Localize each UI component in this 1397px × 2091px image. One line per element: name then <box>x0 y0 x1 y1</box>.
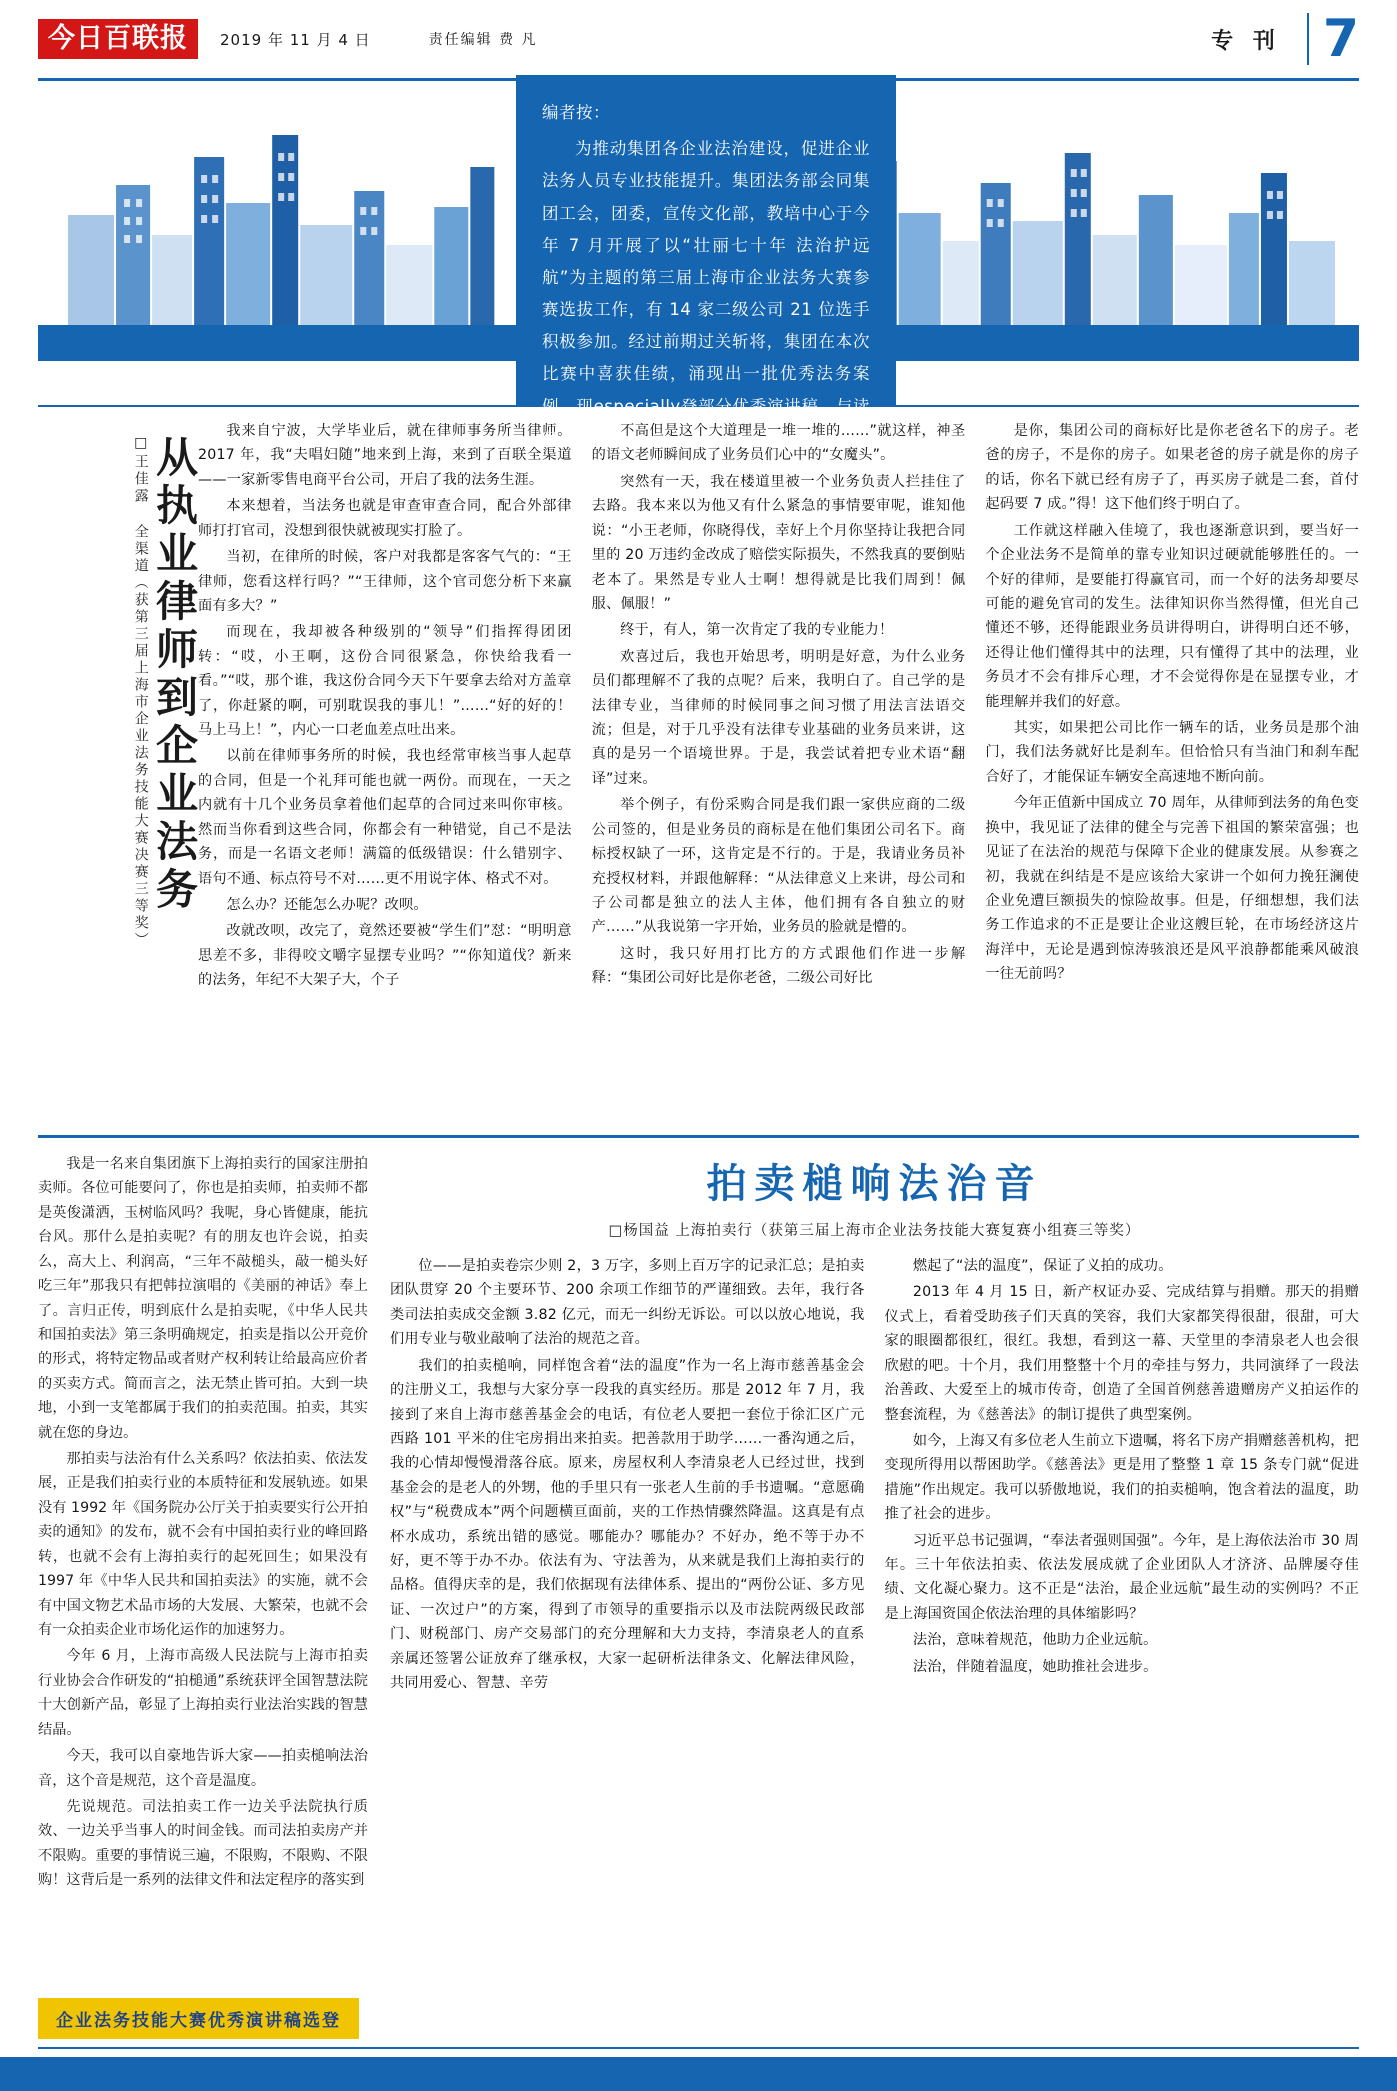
article-one-columns <box>198 419 1359 1119</box>
article-two-body <box>390 1152 1359 1895</box>
paragraph: 怎么办？还能怎么办呢？改呗。 <box>226 897 428 914</box>
newspaper-logo: 今日百联报 <box>38 19 198 59</box>
article-two-columns <box>390 1254 1359 1698</box>
publication-date: 2019 年 11 月 4 日 <box>220 30 371 49</box>
paragraph: 终于，有人，第一次肯定了我的专业能力！ <box>620 622 894 639</box>
article-two-title: 拍卖槌响法治音 <box>706 1160 1043 1207</box>
article-two-column <box>390 1254 865 1698</box>
paragraph: 燃起了“法的温度”，保证了义拍的成功。 <box>912 1258 1173 1274</box>
paragraph: 当初，在律所的时候，客户对我都是客客气气的：“王律师，您看这样行吗？”“王律师，这个官司您分析下来赢面有多大？” <box>198 549 572 614</box>
article-two-column <box>885 1254 1360 1698</box>
paragraph: 本来想着，当法务也就是审查审查合同，配合外部律师打打官司，没想到很快就被现实打脸了。 <box>198 498 572 539</box>
paragraph: 位——是拍卖卷宗少则 2，3 万字，多则上百万字的记录汇总；是拍卖团队贯穿 20 个主要环节、200 余项工作细节的严谨细致。去年，我行各类司法拍卖成交金额 3.82 亿元，而无一纠纷无诉讼。可以以放心地说，我们用专业与敬业敲响了法治的规范之音。 <box>390 1258 865 1348</box>
responsible-editor: 责任编辑 费 凡 <box>428 32 538 48</box>
masthead-right <box>1211 9 1359 69</box>
article-one-column <box>592 419 966 1119</box>
article-one-headline-area <box>38 419 198 1119</box>
paragraph: 是你，集团公司的商标好比是你老爸名下的房子。老爸的房子，不是你的房子。如果老爸的房子就是你的房子的话，你名下就已经有房子了，再买房子就是二套，首付起码要 7 成。”得！这下他们终于明白了。 <box>985 423 1360 513</box>
paragraph: 先说规范。司法拍卖工作一边关乎法院执行质效、一边关乎当事人的时间金钱。而司法拍卖房产并不限购。重要的事情说三遍，不限购，不限购、不限购！这背后是一系列的法律文件和法定程序的落实到 <box>38 1798 368 1889</box>
paragraph: 这时，我只好用打比方的方式跟他们作进一步解释：“集团公司好比是你老爸，二级公司好比 <box>591 945 966 987</box>
paragraph: 我是一名来自集团旗下上海拍卖行的国家注册拍卖师。各位可能要问了，你也是拍卖师，拍卖师不都是英俊潇洒，玉树临风吗？我呢，身心皆健康，能抗台风。那什么是拍卖呢？有的朋友也许会说，拍卖么，高大上、利润高，“三年不敲槌头，敲一槌头好吃三年”那我只有把韩拉演唱的《美丽的神话》奉上了。言归正传，明到底什么是拍卖呢，《中华人民共和国拍卖法》第三条明确规定，拍卖是指以公开竞价的形式，将特定物品或者财产权利转让给最高应价者的买卖方式。简而言之，法无禁止皆可拍。大到一块地，小到一支笔都属于我们的拍卖范围。拍卖，其实就在您的身边。 <box>38 1156 368 1441</box>
paragraph: 不高但是这个大道理是一堆一堆的……”就这样，神圣的语文老师瞬间成了业务员们心中的“女魔头”。 <box>591 423 966 464</box>
paragraph: 我来自宁波，大学毕业后，就在律师事务所当律师。2017 年，我“夫唱妇随”地来到上海，来到了百联全渠道——一家新零售电商平台公司，开启了我的法务生涯。 <box>198 423 572 488</box>
editor-note-body: 为推动集团各企业法治建设，促进企业法务人员专业技能提升。集团法务部会同集团工会，团委，宣传文化部，教培中心于今年 7 月开展了以“壮丽七十年 法治护远航”为主题的第三届上海市企业法务大赛参赛选拔工作，有 14 家二级公司 21 位选手积极参加。经过前期过关斩将，集团在本次比赛中喜获佳绩，涌现出一批优秀法务案例。现especially登部分优秀演讲稿，与读者分享交流。 <box>542 139 870 448</box>
paragraph: 改就改呗，改完了，竟然还要被“学生们”怼：“明明意思差不多，非得咬文嚼字显摆专业吗？”“你知道伐？新来的法务，年纪不大架子大，个子 <box>198 923 572 989</box>
paragraph: 法治，意味着规范，他助力企业远航。 <box>912 1632 1158 1649</box>
article-two <box>38 1152 1359 1895</box>
paragraph: 法治，伴随着温度，她助推社会进步。 <box>912 1658 1158 1675</box>
paragraph: 习近平总书记强调，“奉法者强则国强”。今年，是上海依法治市 30 周年。三十年依法拍卖、依法发展成就了企业团队人才济济、品牌屡夺佳绩、文化凝心聚力。这不正是“法治，最企业远航”最生动的实例吗？不正是上海国资国企依法治理的具体缩影吗？ <box>884 1532 1359 1622</box>
article-one <box>38 419 1359 1119</box>
paragraph: 那拍卖与法治有什么关系吗？依法拍卖、依法发展，正是我们拍卖行业的本质特征和发展轨迹。如果没有 1992 年《国务院办公厅关于拍卖要实行公开拍卖的通知》的发布，就不会有中国拍卖行业的峰回路转，也就不会有上海拍卖行的起死回生；如果没有 1997 年《中华人民共和国拍卖法》的实施，就不会有中国文物艺术品市场的大发展、大繁荣，也就不会有一众拍卖企业市场化运作的加速努力。 <box>38 1451 368 1639</box>
paragraph: 我们的拍卖槌响，同样饱含着“法的温度”作为一名上海市慈善基金会的注册义工，我想与大家分享一段我的真实经历。那是 2012 年 7 月，我接到了来自上海市慈善基金会的电话，有位老人要把一套位于徐汇区广元西路 101 平米的住宅房捐出来拍卖。把善款用于助学……一番沟通之后，我的心情却慢慢滑落谷底。原来，房屋权利人李清泉老人已经过世，找到基金会的是老人的外甥，他的手里只有一张老人生前的手书遗嘱。“意愿确权”与“税费成本”两个问题横亘面前，夹的工作热情骤然降温。这真是有点杯水成功，系统出错的感觉。哪能办？哪能办？不好办，绝不等于办不好，更不等于办不办。依法有为、守法善为，从来就是我们上海拍卖行的品格。值得庆幸的是，我们依据现有法律体系、提出的“两份公证、多方见证、一次过户”的方案，得到了市领导的重要指示以及市法院两级民政部门、财税部门、房产交易部门的充分理解和大力支持，李清泉老人的直系亲属还签署公证放弃了继承权，大家一起研析法律条文、化解法律风险，共同用爱心、智慧、辛劳 <box>390 1357 865 1692</box>
editor-note-box <box>516 75 896 448</box>
article-one-column <box>198 419 572 1119</box>
paragraph: 以前在律师事务所的时候，我也经常审核当事人起草的合同，但是一个礼拜可能也就一两份。而现在，一天之内就有十几个业务员拿着他们起草的合同过来叫你审核。然而当你看到这些合同，你都会有一种错觉，自己不是法务，而是一名语文老师！满篇的低级错误：什么错别字、语句不通、标点符号不对……更不用说字体、格式不对。 <box>198 748 572 887</box>
article-one-column <box>985 419 1359 1119</box>
paragraph: 2013 年 4 月 15 日，新产权证办妥、完成结算与捐赠。那天的捐赠仪式上，看着受助孩子们天真的笑容，我们大家都笑得很甜，很甜，可大家的眼圈都很红，很红。我想，看到这一幕、天堂里的李清泉老人也会很欣慰的吧。十个月，我们用整整十个月的牵挂与努力，共同演绎了一段法治善政、大爱至上的城市传奇，创造了全国首例慈善遗赠房产义拍运作的整套流程，为《慈善法》的制订提供了典型案例。 <box>884 1284 1359 1423</box>
article-two-byline: □杨国益 上海拍卖行（获第三届上海市企业法务技能大赛复赛小组赛三等奖） <box>608 1223 1141 1239</box>
article-two-headline-area <box>390 1152 1359 1240</box>
editor-note-title: 编者按： <box>542 103 610 122</box>
paragraph: 其实，如果把公司比作一辆车的话，业务员是那个油门，我们法务就好比是刹车。但恰恰只有当油门和刹车配合好了，才能保证车辆安全高速地不断向前。 <box>985 720 1360 785</box>
paragraph: 突然有一天，我在楼道里被一个业务负责人拦挂住了去路。我本来以为他又有什么紧急的事情要审呢，谁知他说：“小王老师，你晓得伐，幸好上个月你坚持让我把合同里的 20 万违约金改成了赔偿实际损失，不然我真的要倒贴老本了。果然是专业人士啊！想得就是比我们周到！佩服、佩服！” <box>591 473 966 612</box>
article-two-lead-column <box>38 1152 368 1895</box>
page-number: 7 <box>1307 13 1359 65</box>
article-one-byline: □王佳露 全渠道（获第三届上海市企业法务技能大赛决赛三等奖） <box>132 435 149 949</box>
paragraph: 欢喜过后，我也开始思考，明明是好意，为什么业务员们都理解不了我的点呢？后来，我明白了。自己学的是法律专业，当律师的时候同事之间习惯了用法言法语交流；但是，对于几乎没有法律专业基础的业务员来讲，这真的是另一个语境世界。于是，我尝试着把专业术语“翻译”过来。 <box>591 648 966 787</box>
article-one-title: 从执业律师到企业法务 <box>150 435 199 915</box>
section-name: 专 刊 <box>1211 28 1281 54</box>
paragraph: 举个例子，有份采购合同是我们跟一家供应商的二级公司签的，但是业务员的商标是在他们集团公司名下。商标授权缺了一环，这肯定是不行的。于是，我请业务员补充授权材料，并跟他解释：“从法律意义上来讲，母公司和子公司都是独立的法人主体，他们拥有各自独立的财产……”从我说第一字开始，业务员的脸就是懵的。 <box>591 797 966 936</box>
paragraph: 今年正值新中国成立 70 周年，从律师到法务的角色变换中，我见证了法律的健全与完善下祖国的繁荣富强；也见证了在法治的规范与保障下企业的健康发展。从参赛之初，我就在纠结是不是应该给大家讲一个如何力挽狂澜使企业免遭巨额损失的惊险故事。但是，仔细想想，我们法务工作追求的不正是要让企业这艘巨轮，在市场经济这片海洋中，无论是遇到惊涛骇浪还是风平浪静都能乘风破浪一往无前吗？ <box>985 795 1360 983</box>
masthead <box>38 0 1359 81</box>
paragraph: 今天，我可以自豪地告诉大家——拍卖槌响法治音，这个音是规范，这个音是温度。 <box>38 1748 368 1789</box>
divider-middle <box>38 1135 1359 1138</box>
footer-divider <box>38 2047 1359 2049</box>
paragraph: 如今，上海又有多位老人生前立下遗嘱，将名下房产捐赠慈善机构，把变现所得用以帮困助学。《慈善法》更是用了整整 1 章 15 条专门就“促进措施”作出规定。我可以骄傲地说，我们的拍卖槌响，饱含着法的温度，助推了社会的进步。 <box>884 1432 1359 1523</box>
footer-blue-bar <box>0 2057 1397 2091</box>
paragraph: 工作就这样融入佳境了，我也逐渐意识到，要当好一个企业法务不是简单的靠专业知识过硬就能够胜任的。一个好的律师，是要能打得赢官司，而一个好的法务却要尽可能的避免官司的发生。法律知识你当然得懂，但光自己懂还不够，还得能跟业务员讲得明白，讲得明白还不够，还得让他们懂得其中的法理，只有懂得了其中的法理，业务员才不会有排斥心理，才不会觉得你是在显摆专业，才能理解并我们的好意。 <box>985 522 1360 710</box>
footer-series-tag: 企业法务技能大赛优秀演讲稿选登 <box>38 1998 359 2039</box>
paragraph: 今年 6 月，上海市高级人民法院与上海市拍卖行业协会合作研发的“拍槌通”系统获评全国智慧法院十大创新产品，彰显了上海拍卖行业法治实践的智慧结晶。 <box>38 1648 368 1738</box>
paragraph: 而现在，我却被各种级别的“领导”们指挥得团团转：“哎，小王啊，这份合同很紧急，你快给我看一看。”“哎，那个谁，我这份合同今天下午要拿去给对方盖章了，你赶紧的啊，可别耽误我的事儿！”……“好的好的！马上马上！”，内心一口老血差点吐出来。 <box>198 624 572 739</box>
